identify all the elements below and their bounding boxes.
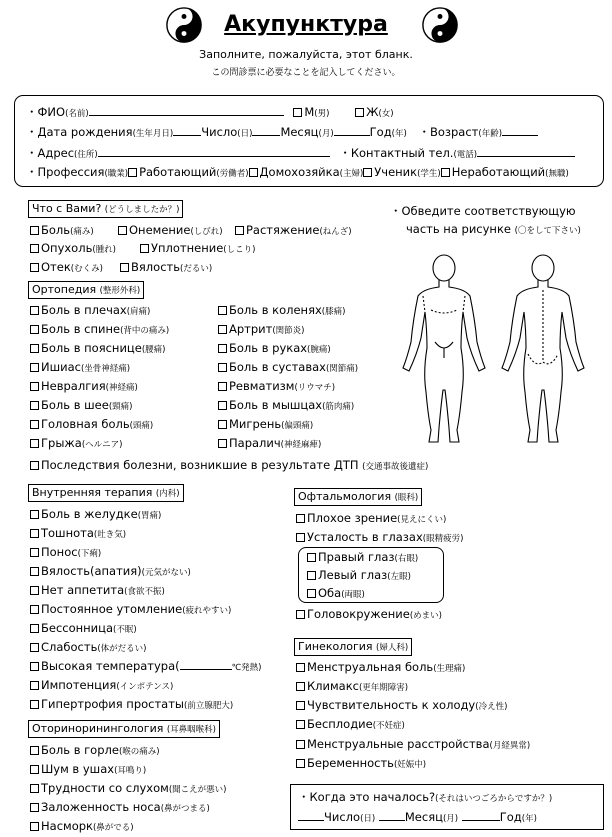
gynecology-item[interactable]: Климакс(更年期障害) (296, 679, 408, 695)
ent-item[interactable]: Заложенность носа(鼻がつまる) (30, 800, 210, 816)
complaint-item[interactable]: Боль(痛み) (30, 223, 94, 239)
dob-field[interactable] (173, 125, 201, 136)
ophthalmology-item[interactable]: Плохое зрение(見えにくい) (296, 511, 446, 527)
student-checkbox[interactable] (363, 168, 372, 177)
housewife-checkbox[interactable] (249, 168, 258, 177)
ophthalmology-item[interactable]: Усталость в глазах(眼精疲労) (296, 530, 463, 546)
internal-item[interactable]: Гипертрофия простаты(前立腺肥大) (30, 697, 233, 713)
internal-item[interactable]: Понос(下痢) (30, 545, 101, 561)
phone-field[interactable] (477, 146, 575, 157)
orthopedics-heading: Ортопедия (整形外科) (28, 281, 144, 299)
internal-heading: Внутренняя терапия (内科) (28, 484, 184, 502)
gynecology-heading: Гинекология (婦人科) (294, 638, 412, 656)
name-label: ・ФИО (26, 105, 66, 119)
male-checkbox[interactable] (293, 108, 302, 117)
ent-item[interactable]: Шум в ушах(耳鳴り) (30, 762, 146, 778)
orthopedics-item[interactable]: Ишиас(坐骨神経痛) (30, 360, 130, 376)
profession-row: ・Профессия(職業) Работающий(労働者) Домохозяйка(主婦) Ученик(学生) Неработающий(無職) (26, 165, 569, 179)
orthopedics-item[interactable]: Боль в руках(腕痛) (218, 341, 331, 357)
onset-date-row: Число(日) Месяц(月) Год(年) (298, 810, 537, 826)
orthopedics-item[interactable]: Боль в суставах(関節痛) (218, 360, 358, 376)
eye-item[interactable]: Правый глаз(右眼) (307, 550, 418, 566)
gynecology-item[interactable]: Беременность(妊娠中) (296, 756, 426, 772)
internal-item[interactable]: Вялость(апатия)(元気がない) (30, 564, 191, 580)
name-field[interactable] (89, 105, 284, 116)
orthopedics-item[interactable]: Боль в мышцах(筋肉痛) (218, 398, 354, 414)
subtitle-ru: Заполните, пожалуйста, этот бланк. (199, 48, 413, 61)
internal-item[interactable]: Высокая температура( ℃発熱) (30, 659, 262, 675)
name-row: ・ФИО(名前) М(男) Ж(女) (26, 105, 394, 119)
female-checkbox[interactable] (355, 108, 364, 117)
internal-item[interactable]: Боль в желудке(胃痛) (30, 507, 161, 523)
gynecology-item[interactable]: Бесплодие(不妊症) (296, 717, 405, 733)
orthopedics-item[interactable]: Артрит(関節炎) (218, 322, 304, 338)
orthopedics-item[interactable]: Боль в шее(頸痛) (30, 398, 132, 414)
onset-day-field[interactable] (298, 810, 324, 821)
orthopedics-item[interactable]: Невралгия(神経痛) (30, 379, 138, 395)
internal-item[interactable]: Тошнота(吐き気) (30, 526, 126, 542)
ent-item[interactable]: Трудности со слухом(聞こえが悪い) (30, 781, 226, 797)
ent-heading: Оториноринингология (耳鼻咽喉科) (28, 720, 220, 738)
internal-item[interactable]: Слабость(体がだるい) (30, 640, 147, 656)
address-field[interactable] (98, 146, 330, 157)
orthopedics-item[interactable]: Грыжа(ヘルニア) (30, 436, 122, 452)
worker-checkbox[interactable] (128, 168, 137, 177)
unemployed-checkbox[interactable] (441, 168, 450, 177)
gynecology-item[interactable]: Менструальные расстройства(月経異常) (296, 737, 530, 753)
ophthalmology-item[interactable]: Головокружение(めまい) (296, 607, 442, 623)
age-field[interactable] (502, 125, 538, 136)
body-diagram[interactable] (393, 250, 605, 450)
complaint-item[interactable]: Отек(むくみ) (30, 260, 103, 276)
dob-row: ・Дата рождения(生年月日) Число(日) Месяц(月) Год(年) ・Возраст(年齢) (26, 125, 538, 141)
gynecology-item[interactable]: Менструальная боль(生理痛) (296, 660, 465, 676)
accident-item[interactable]: Последствия болезни, возникшие в результате ДТП (交通事故後遺症) (30, 458, 428, 474)
dob-month-field[interactable] (334, 125, 370, 136)
orthopedics-item[interactable]: Боль в пояснице(腰痛) (30, 341, 165, 357)
onset-year-field[interactable] (462, 810, 500, 821)
page-title: Акупунктура (224, 12, 388, 37)
eye-item[interactable]: Левый глаз(左眼) (307, 568, 411, 584)
orthopedics-item[interactable]: Паралич(神経麻痺) (218, 436, 321, 452)
onset-month-field[interactable] (379, 810, 405, 821)
orthopedics-item[interactable]: Ревматизм(リウマチ) (218, 379, 335, 395)
internal-item[interactable]: Импотенция(インポテンス) (30, 678, 173, 694)
gynecology-item[interactable]: Чувствительность к холоду(冷え性) (296, 698, 507, 714)
complaint-item[interactable]: Онемение(しびれ) (118, 223, 223, 239)
address-row: ・Адрес(住所) ・Контактный тел.(電話) (26, 146, 575, 162)
ophthalmology-heading: Офтальмология (眼科) (294, 488, 422, 506)
dob-day-field[interactable] (252, 125, 280, 136)
orthopedics-item[interactable]: Боль в спине(背中の痛み) (30, 322, 169, 338)
orthopedics-item[interactable]: Головная боль(頭痛) (30, 417, 153, 433)
complaint-item[interactable]: Растяжение(ねんざ) (235, 223, 352, 239)
complaint-item[interactable]: Вялость(だるい) (120, 260, 212, 276)
ent-item[interactable]: Боль в горле(喉の痛み) (30, 743, 160, 759)
eye-item[interactable]: Оба(両眼) (307, 586, 365, 602)
orthopedics-item[interactable]: Боль в коленях(膝痛) (218, 303, 345, 319)
onset-question: ・Когда это началось?(それはいつごろからですか？) (298, 790, 553, 804)
complaint-heading: Что с Вами? (どうしましたか？) (28, 200, 183, 218)
body-hint-2: часть на рисунке (〇をして下さい) (406, 222, 581, 236)
internal-item[interactable]: Нет аппетита(食欲不振) (30, 583, 165, 599)
body-hint: ・Обведите соответствующую (390, 204, 576, 218)
complaint-item[interactable]: Уплотнение(しこり) (140, 241, 255, 257)
temperature-field[interactable] (180, 659, 232, 670)
internal-item[interactable]: Бессонница(不眠) (30, 621, 137, 637)
complaint-item[interactable]: Опухоль(腫れ) (30, 241, 116, 257)
ent-item[interactable]: Насморк(鼻がでる) (30, 819, 134, 835)
internal-item[interactable]: Постоянное утомление(疲れやすい) (30, 602, 231, 618)
orthopedics-item[interactable]: Боль в плечах(肩痛) (30, 303, 150, 319)
subtitle-jp: この問診票に必要なことを記入してください。 (211, 68, 401, 78)
orthopedics-item[interactable]: Мигрень(偏頭痛) (218, 417, 313, 433)
